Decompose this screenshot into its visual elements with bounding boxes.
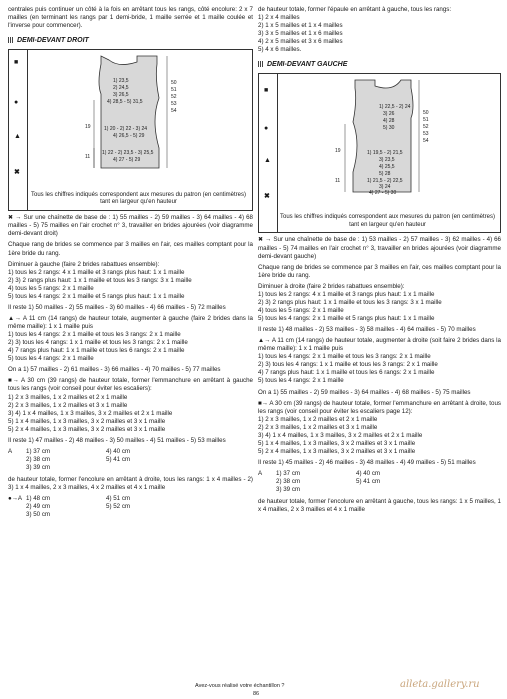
diagram-label: 5) 30 bbox=[383, 125, 395, 132]
measure-table bbox=[258, 470, 501, 494]
paragraph: ✖ → Sur une chaînette de base de : 1) 55 mailles - 2) 59 mailles - 3) 64 mailles - 4) 68 mailles - 5) 75 mailles en l'air crochet n° 3, travailler en brides ajourées (voir diagramme demi-devant droit) bbox=[8, 214, 253, 238]
diagram-label: 2) 24,5 bbox=[113, 85, 129, 92]
list-item: 4) tous les 5 rangs: 2 x 1 maille bbox=[8, 284, 94, 292]
list bbox=[258, 291, 501, 323]
cross-icon: ✖ bbox=[264, 193, 270, 201]
list-item: 1) 2 x 3 mailles, 1 x 2 mailles et 2 x 1 maille bbox=[8, 393, 128, 401]
measure-value: 4) 40 cm bbox=[356, 470, 381, 478]
paragraph: ▲→ A 11 cm (14 rangs) de hauteur totale, augmenter à droite (soit faire 2 brides dans la même maille): 1 x 1 maille puis bbox=[258, 337, 501, 353]
measure-value: 1) 37 cm bbox=[276, 470, 301, 478]
list-item: 4) 7 rangs plus haut: 1 x 1 maille et tous les 6 rangs: 2 x 1 maille bbox=[8, 347, 185, 355]
measure-value: 5) 41 cm bbox=[356, 478, 381, 486]
diagram-label: 51 bbox=[423, 117, 429, 124]
diagram-label: 19 bbox=[335, 148, 341, 155]
measure-value: 4) 51 cm bbox=[106, 495, 131, 503]
list-item: 2) 3) 2 rangs plus haut: 1 x 1 maille et tous les 3 rangs: 3 x 1 maille bbox=[258, 298, 442, 306]
list bbox=[258, 416, 501, 456]
diagram-label: 54 bbox=[171, 108, 177, 115]
paragraph: ■→ A 30 cm (39 rangs) de hauteur totale, former l'emmanchure en arrêtant à droite, tous les rangs (voir conseil pour éviter les escaliers page 12): bbox=[258, 399, 501, 415]
diagram-label: 11 bbox=[335, 178, 341, 185]
paragraph: Chaque rang de brides se commence par 3 mailles en l'air, ces mailles comptant pour la 1ère bride du rang. bbox=[258, 263, 501, 279]
list-item: 5) tous les 4 rangs: 2 x 1 maille et 5 rangs plus haut: 1 x 1 maille bbox=[258, 315, 435, 323]
triangle-icon: ▲ bbox=[14, 133, 21, 141]
list bbox=[8, 331, 253, 363]
list-item: 2) 3) tous les 4 rangs: 1 x 1 maille et tous les 3 rangs: 2 x 1 maille bbox=[258, 361, 438, 369]
list bbox=[258, 14, 501, 54]
paragraph: ■→ A 30 cm (39 rangs) de hauteur totale, former l'emmanchure en arrêtant à gauche tous les rangs (voir conseil pour éviter les escaliers): bbox=[8, 377, 253, 393]
paragraph: On a 1) 57 mailles - 2) 61 mailles - 3) 66 mailles - 4) 70 mailles - 5) 77 mailles bbox=[8, 366, 221, 374]
circle-icon: ● bbox=[264, 125, 269, 133]
list-item: 4) tous les 5 rangs: 2 x 1 maille bbox=[258, 306, 344, 314]
diagram-label: 1) 22 - 2) 23,5 - 3) 25,5 bbox=[102, 150, 154, 157]
measure-value: 2) 49 cm bbox=[26, 503, 51, 511]
measure-value: 1) 48 cm bbox=[26, 495, 51, 503]
section-heading: DEMI-DEVANT GAUCHE bbox=[258, 60, 501, 69]
paragraph: Diminuer à droite (faire 2 brides rabattues ensemble): bbox=[258, 282, 405, 290]
measure-table bbox=[8, 495, 253, 519]
list-item: 1) tous les 2 rangs: 4 x 1 maille et 3 rangs plus haut: 1 x 1 maille bbox=[8, 268, 185, 276]
diagram-label: 5) 28 bbox=[379, 171, 391, 178]
measure-value: 1) 37 cm bbox=[26, 447, 51, 455]
measure-value: 2) 38 cm bbox=[26, 455, 51, 463]
diagram-label: 54 bbox=[423, 138, 429, 145]
list-item: 1) tous les 4 rangs: 2 x 1 maille et tous les 3 rangs: 2 x 1 maille bbox=[258, 353, 431, 361]
paragraph: ✖ → Sur une chaînette de base de : 1) 53 mailles - 2) 57 mailles - 3) 62 mailles - 4) 66 mailles - 5) 74 mailles en l'air crochet n° 3, travailler en brides ajourées (voir diagramme demi-devant gauche) bbox=[258, 236, 501, 260]
measure-value: 3) 50 cm bbox=[26, 511, 51, 519]
diagram-label: 4) 26,5 - 5) 29 bbox=[113, 133, 145, 140]
diagram-label: 3) 26 bbox=[383, 111, 395, 118]
measure-value: 4) 40 cm bbox=[106, 447, 131, 455]
paragraph: ▲→ A 11 cm (14 rangs) de hauteur totale, augmenter à gauche (faire 2 brides dans la même maille): 1 x 1 maille puis bbox=[8, 314, 253, 331]
list-item: 3) 4) 1 x 4 mailles, 1 x 3 mailles, 3 x 2 mailles et 2 x 1 maille bbox=[8, 409, 173, 417]
cross-icon: ✖ bbox=[14, 169, 20, 177]
list-item: 2) 2 x 3 mailles, 1 x 2 mailles et 3 x 1 maille bbox=[258, 423, 378, 431]
watermark: alleta.gallery.ru bbox=[400, 679, 480, 690]
paragraph: de hauteur totale, former l'encolure en arrêtant à droite, tous les rangs: 1 x 4 mailles - 2) 3) 1 x 4 mailles, 2 x 3 mailles, 4 x 2 mailles et 4 x 1 maille bbox=[8, 476, 253, 492]
list-item: 1) tous les 4 rangs: 2 x 1 maille et tous les 3 rangs: 2 x 1 maille bbox=[8, 331, 181, 339]
list-item: 5) 1 x 4 mailles, 1 x 3 mailles, 3 x 2 mailles et 3 x 1 maille bbox=[258, 439, 416, 447]
paragraph: Chaque rang de brides se commence par 3 mailles en l'air, ces mailles comptant pour la 1ère bride du rang. bbox=[8, 241, 253, 257]
circle-icon: ● bbox=[14, 99, 19, 107]
square-icon: ■ bbox=[264, 87, 269, 95]
measure-symbol: A bbox=[258, 470, 263, 478]
diagram-label: 52 bbox=[171, 94, 177, 101]
diagram-label: 53 bbox=[171, 101, 177, 108]
paragraph: de hauteur totale, former l'encolure en arrêtant à gauche, tous les rangs: 1 x 5 mailles, 1 x 4 mailles, 2 x 3 mailles et 4 x 1 maille bbox=[258, 498, 501, 514]
intro-text: de hauteur totale, former l'épaule en arrêtant à gauche, tous les rangs: bbox=[258, 6, 452, 13]
striped-square-icon bbox=[258, 61, 264, 67]
list-item: 1) tous les 2 rangs: 4 x 1 maille et 3 rangs plus haut: 1 x 1 maille bbox=[258, 290, 435, 298]
measure-value: 2) 38 cm bbox=[276, 478, 301, 486]
diagram-label: 53 bbox=[423, 131, 429, 138]
list bbox=[8, 269, 253, 301]
list-item: 2) 3) 2 rangs plus haut: 1 x 1 maille et tous les 3 rangs: 3 x 1 maille bbox=[8, 276, 192, 284]
paragraph: Il reste 1) 48 mailles - 2) 53 mailles - 3) 58 mailles - 4) 64 mailles - 5) 70 mailles bbox=[258, 326, 476, 334]
pattern-diagram-right bbox=[8, 49, 253, 211]
measure-symbol: ●→A bbox=[8, 495, 23, 503]
diagram-label: 4) 25,5 bbox=[379, 164, 395, 171]
list-item: 5) tous les 4 rangs: 2 x 1 maille bbox=[8, 355, 94, 363]
section-heading: DEMI-DEVANT DROIT bbox=[8, 36, 253, 45]
page-number: 86 bbox=[253, 691, 260, 697]
paragraph: Diminuer à gauche (faire 2 brides rabattues ensemble): bbox=[8, 260, 160, 268]
diagram-label: 1) 23,5 bbox=[113, 78, 129, 85]
diagram-label: 11 bbox=[85, 154, 91, 161]
diagram-caption: Tous les chiffres indiqués correspondent aux mesures du patron (en centimètres) tant en largeur qu'en hauteur bbox=[279, 213, 495, 228]
diagram-label: 50 bbox=[423, 110, 429, 117]
list bbox=[8, 394, 253, 434]
measure-value: 3) 39 cm bbox=[276, 486, 301, 494]
list-item: 3) 4) 1 x 4 mailles, 1 x 3 mailles, 3 x 2 mailles et 2 x 1 maille bbox=[258, 431, 423, 439]
list-item: 4) 2 x 5 mailles et 3 x 6 mailles bbox=[258, 38, 343, 46]
striped-square-icon bbox=[8, 37, 14, 43]
list-item: 2) 2 x 3 mailles, 1 x 2 mailles et 3 x 1 maille bbox=[8, 401, 128, 409]
pattern-diagram-left bbox=[258, 73, 501, 233]
list-item: 4) 7 rangs plus haut: 1 x 1 maille et tous les 6 rangs: 2 x 1 maille bbox=[258, 369, 435, 377]
list-item: 5) 4 x 6 mailles. bbox=[258, 46, 302, 54]
diagram-label: 4) 28,5 - 5) 31,5 bbox=[107, 99, 143, 106]
list-item: 1) 2 x 3 mailles, 1 x 2 mailles et 2 x 1 maille bbox=[258, 415, 378, 423]
list-item: 5) 1 x 4 mailles, 1 x 3 mailles, 3 x 2 mailles et 3 x 1 maille bbox=[8, 417, 166, 425]
list-item: 5) 2 x 4 mailles, 1 x 3 mailles, 3 x 2 mailles et 3 x 1 maille bbox=[8, 425, 166, 433]
paragraph: Il reste 1) 50 mailles - 2) 55 mailles - 3) 60 mailles - 4) 66 mailles - 5) 72 mailles bbox=[8, 303, 226, 311]
paragraph: On a 1) 55 mailles - 2) 59 mailles - 3) 64 mailles - 4) 68 mailles - 5) 75 mailles bbox=[258, 388, 471, 396]
paragraph: Il reste 1) 45 mailles - 2) 46 mailles - 3) 48 mailles - 4) 49 mailles - 5) 51 mailles bbox=[258, 459, 476, 467]
list-item: 3) 3 x 5 mailles et 1 x 6 mailles bbox=[258, 30, 343, 38]
list-item: 5) 2 x 4 mailles, 1 x 3 mailles, 3 x 2 mailles et 3 x 1 maille bbox=[258, 447, 416, 455]
list-item: 2) 1 x 5 mailles et 1 x 4 mailles bbox=[258, 22, 343, 30]
paragraph: Il reste 1) 47 mailles - 2) 48 mailles - 3) 50 mailles - 4) 51 mailles - 5) 53 mailles bbox=[8, 436, 226, 444]
diagram-label: 50 bbox=[171, 80, 177, 87]
diagram-label: 3) 26,5 bbox=[113, 92, 129, 99]
diagram-caption: Tous les chiffres indiqués correspondent aux mesures du patron (en centimètres) tant en largeur qu'en hauteur bbox=[30, 191, 246, 206]
diagram-label: 4) 27 - 5) 30 bbox=[369, 190, 397, 197]
diagram-label: 19 bbox=[85, 124, 91, 131]
diagram-label: 4) 28 bbox=[383, 118, 395, 125]
measure-value: 3) 39 cm bbox=[26, 464, 51, 472]
diagram-label: 3) 24 bbox=[379, 184, 391, 191]
list-item: 5) tous les 4 rangs: 2 x 1 maille bbox=[258, 377, 344, 385]
list-item: 1) 2 x 4 mailles bbox=[258, 14, 300, 22]
measure-value: 5) 41 cm bbox=[106, 455, 131, 463]
list bbox=[258, 353, 501, 385]
measure-symbol: A bbox=[8, 447, 13, 455]
page-footer: Avez-vous réalisé votre échantillon ? bbox=[195, 683, 285, 689]
diagram-label: 1) 21,5 - 2) 22,5 bbox=[367, 178, 403, 185]
diagram-label: 4) 27 - 5) 29 bbox=[113, 157, 141, 164]
measure-value: 5) 52 cm bbox=[106, 503, 131, 511]
intro-text: centrales puis continuer un côté à la fois en arrêtant tous les rangs, côté encolure: 2 x 7 mailles (en terminant les rangs par 1 demi-bride, 1 maille serrée et 1 maille coulée et l'inverse pour commencer). bbox=[8, 6, 253, 30]
triangle-icon: ▲ bbox=[264, 157, 271, 165]
diagram-label: 3) 23,5 bbox=[379, 157, 395, 164]
list-item: 5) tous les 4 rangs: 2 x 1 maille et 5 rangs plus haut: 1 x 1 maille bbox=[8, 292, 185, 300]
diagram-label: 52 bbox=[423, 124, 429, 131]
left-column bbox=[8, 6, 253, 523]
diagram-label: 1) 20 - 2) 22 - 3) 24 bbox=[104, 126, 148, 133]
diagram-label: 1) 22,5 - 2) 24 bbox=[379, 104, 411, 111]
square-icon: ■ bbox=[14, 59, 19, 67]
diagram-label: 1) 19,5 - 2) 21,5 bbox=[367, 150, 403, 157]
diagram-label: 51 bbox=[171, 87, 177, 94]
list-item: 2) 3) tous les 4 rangs: 1 x 1 maille et tous les 3 rangs: 2 x 1 maille bbox=[8, 339, 188, 347]
measure-table bbox=[8, 448, 253, 472]
right-column bbox=[258, 6, 501, 517]
